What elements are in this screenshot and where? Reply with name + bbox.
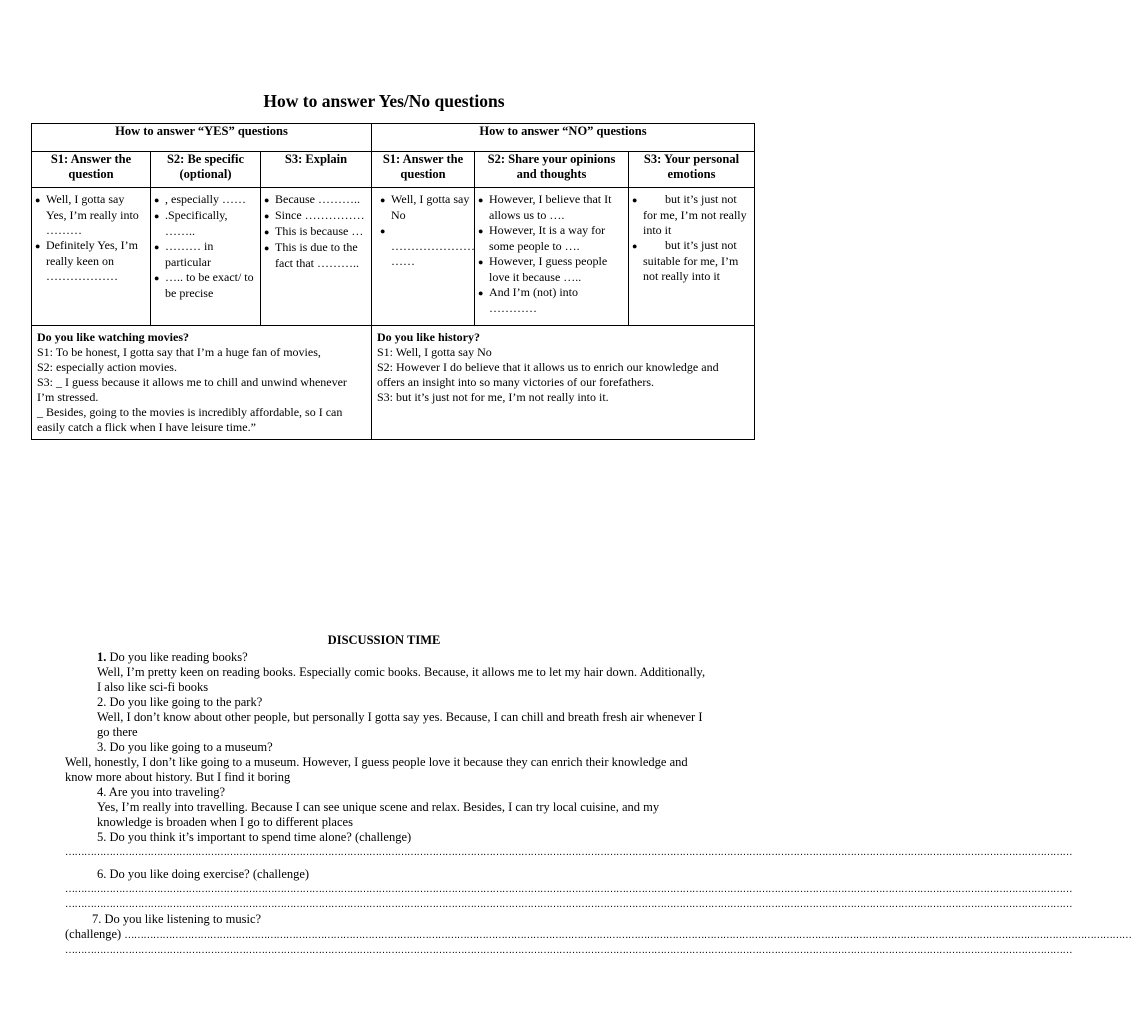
no-example-question: Do you like history?: [377, 330, 481, 344]
list-item: ● This is due to the fact that ………..: [264, 240, 368, 271]
list-item: ● but it’s just not for me, I’m not really into it: [632, 192, 751, 238]
yes-s2-head: S2: Be specific (optional): [151, 152, 261, 188]
list-item: ● And I’m (not) into …………: [478, 285, 625, 316]
list-item: ● ……… in particular: [154, 239, 257, 270]
list-item: ● ………………… ……: [380, 223, 471, 269]
answer-line[interactable]: …………………………………………………………………………………………………………………………………………………………………………………………………………………………………………………………………………………………: [65, 899, 1072, 910]
answer-1: Well, I’m pretty keen on reading books. Especially comic books. Because, it allows me to let my hair down. Additionally, I also like sci-fi books: [97, 665, 706, 694]
challenge-line: [0, 927, 1131, 943]
discussion-title: DISCUSSION TIME: [327, 633, 441, 647]
yes-example-line: _ Besides, going to the movies is incredibly affordable, so I can easily catch a flick when I have leisure time.”: [37, 405, 343, 434]
list-item: ● .Specifically, ……..: [154, 208, 257, 239]
yes-s3-head: S3: Explain: [261, 152, 372, 188]
question-1: 1. Do you like reading books?: [97, 650, 248, 664]
list-item: ● However, I believe that It allows us to ….: [478, 192, 625, 223]
no-example-line: S1: Well, I gotta say No: [377, 345, 492, 359]
list-item: ● but it’s just not suitable for me, I’m not really into it: [632, 238, 751, 284]
answer-line[interactable]: …………………………………………………………………………………………………………………………………………………………………………………………………………………………………………………………………………………………: [65, 945, 1072, 956]
no-s3-head: S3: Your personal emotions: [629, 152, 755, 188]
list-item: ● ….. to be exact/ to be precise: [154, 270, 257, 301]
question-5: 5. Do you think it’s important to spend time alone? (challenge): [97, 830, 412, 844]
list-item: ● Well, I gotta say No: [380, 192, 471, 223]
yes-example-cell: [32, 326, 372, 440]
no-s2-cell: [475, 188, 629, 326]
yes-s3-cell: [261, 188, 372, 326]
yes-s2-cell: [151, 188, 261, 326]
yes-s1-head: S1: Answer the question: [32, 152, 151, 188]
question-7: 7. Do you like listening to music?: [92, 912, 262, 926]
yes-example-line: S2: especially action movies.: [37, 360, 177, 374]
no-header: How to answer “NO” questions: [372, 124, 755, 152]
list-item: ● Since ……………: [264, 208, 368, 224]
question-3: 3. Do you like going to a museum?: [97, 740, 273, 754]
no-example-cell: [372, 326, 755, 440]
answer-table: [31, 123, 755, 440]
challenge-label: (challenge): [65, 927, 122, 941]
list-item: ● Well, I gotta say Yes, I’m really into ………: [35, 192, 147, 238]
yes-example-question: Do you like watching movies?: [37, 330, 190, 344]
no-example-line: S3: but it’s just not for me, I’m not really into it.: [377, 390, 609, 404]
answer-3: Well, honestly, I don’t like going to a museum. However, I guess people love it because they can enrich their knowledge and know more about history. But I find it boring: [65, 755, 688, 784]
no-example-line: S2: However I do believe that it allows us to enrich our knowledge and offers an insight into so many victories of our forefathers.: [377, 360, 719, 389]
discussion-section: [0, 633, 1131, 958]
no-s1-cell: [372, 188, 475, 326]
yes-s1-cell: [32, 188, 151, 326]
question-2: 2. Do you like going to the park?: [97, 695, 263, 709]
answer-line[interactable]: …………………………………………………………………………………………………………………………………………………………………………………………………………………………………………………………………………………………: [65, 884, 1072, 895]
no-s2-head: S2: Share your opinions and thoughts: [475, 152, 629, 188]
answer-line[interactable]: …………………………………………………………………………………………………………………………………………………………………………………………………………………………………………………………………………………………: [124, 930, 1131, 941]
yes-header: How to answer “YES” questions: [32, 124, 372, 152]
answer-4: Yes, I’m really into travelling. Because I can see unique scene and relax. Besides, I can try local cuisine, and my knowledge is broaden when I go to different places: [97, 800, 660, 829]
list-item: ● However, I guess people love it because …..: [478, 254, 625, 285]
question-6: 6. Do you like doing exercise? (challenge): [97, 867, 310, 881]
list-item: ● , especially ……: [154, 192, 257, 208]
list-item: ● Because ………..: [264, 192, 368, 208]
answer-line[interactable]: …………………………………………………………………………………………………………………………………………………………………………………………………………………………………………………………………………………………: [65, 847, 1072, 858]
answer-2: Well, I don’t know about other people, but personally I gotta say yes. Because, I can chill and breath fresh air whenever I go there: [97, 710, 703, 739]
yes-example-line: S3: _ I guess because it allows me to chill and unwind whenever I’m stressed.: [37, 375, 347, 404]
yes-example-line: S1: To be honest, I gotta say that I’m a huge fan of movies,: [37, 345, 321, 359]
no-s1-head: S1: Answer the question: [372, 152, 475, 188]
no-s3-cell: [629, 188, 755, 326]
question-4: 4. Are you into traveling?: [97, 785, 226, 799]
list-item: ● However, It is a way for some people to ….: [478, 223, 625, 254]
list-item: ● This is because …: [264, 224, 368, 240]
page-title: How to answer Yes/No questions: [263, 91, 505, 111]
list-item: ● Definitely Yes, I’m really keen on ………………: [35, 238, 147, 284]
